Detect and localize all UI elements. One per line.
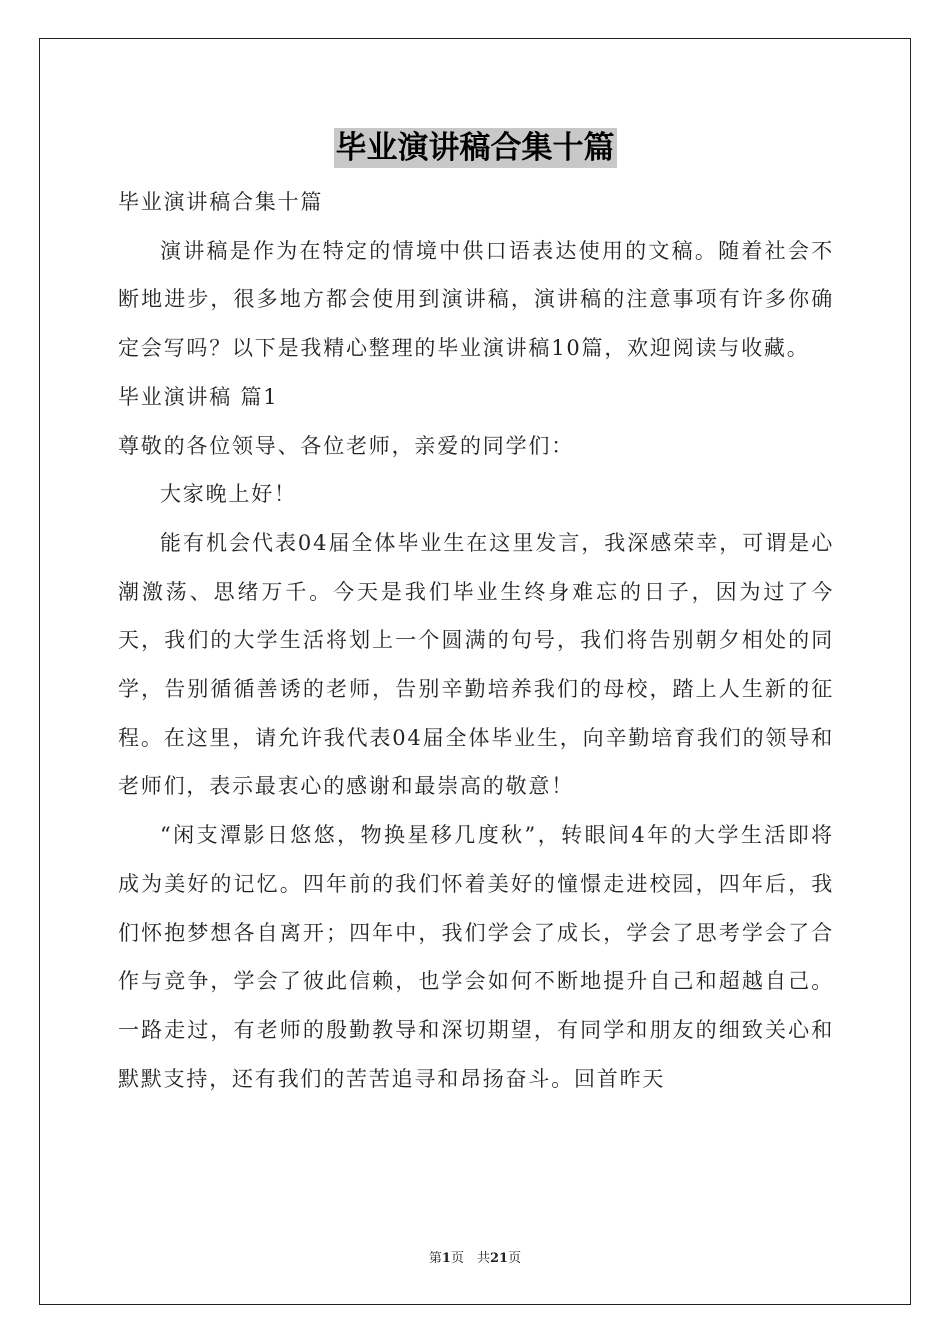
footer-total-suffix: 页	[508, 1251, 522, 1266]
paragraph-4: 大家晚上好！	[160, 482, 297, 507]
document-title: 毕业演讲稿合集十篇	[335, 130, 615, 166]
footer-page-number: 1	[441, 1251, 451, 1266]
footer-total-pages: 21	[489, 1251, 509, 1266]
footer-page-prefix: 第	[428, 1251, 442, 1266]
paragraph-5: 能有机会代表04届全体毕业生在这里发言，我深感荣幸，可谓是心潮激荡、思绪万千。今天是我们毕业生终身难忘的日子，因为过了今天，我们的大学生活将划上一个圆满的句号，我们将告别朝夕相处的同学，告别循循善诱的老师，告别辛勤培养我们的母校，踏上人生新的征程。在这里，请允许我代表04届全体毕业生，向辛勤培育我们的领导和老师们，表示最衷心的感谢和最崇高的敬意！	[118, 530, 834, 799]
paragraph-6: “闲支潭影日悠悠，物换星移几度秋”，转眼间4年的大学生活即将成为美好的记忆。四年前的我们怀着美好的憧憬走进校园，四年后，我们怀抱梦想各自离开；四年中，我们学会了成长，学会了思考学会了合作与竞争，学会了彼此信赖，也学会如何不断地提升自己和超越自己。一路走过，有老师的殷勤教导和深切期望，有同学和朋友的细致关心和默默支持，还有我们的苦苦追寻和昂扬奋斗。回首昨天	[118, 823, 834, 1091]
title-container	[0, 128, 950, 168]
footer-page-suffix: 页 共	[450, 1251, 490, 1266]
paragraph-0: 毕业演讲稿合集十篇	[118, 190, 324, 214]
paragraph-3: 尊敬的各位领导、各位老师，亲爱的同学们：	[118, 433, 574, 458]
document-body	[118, 178, 834, 1103]
page-footer	[0, 1247, 950, 1266]
paragraph-1: 演讲稿是作为在特定的情境中供口语表达使用的文稿。随着社会不断地进步，很多地方都会使用到演讲稿，演讲稿的注意事项有许多你确定会写吗？以下是我精心整理的毕业演讲稿10篇，欢迎阅读与收藏。	[118, 238, 834, 361]
paragraph-2: 毕业演讲稿 篇1	[118, 384, 279, 409]
